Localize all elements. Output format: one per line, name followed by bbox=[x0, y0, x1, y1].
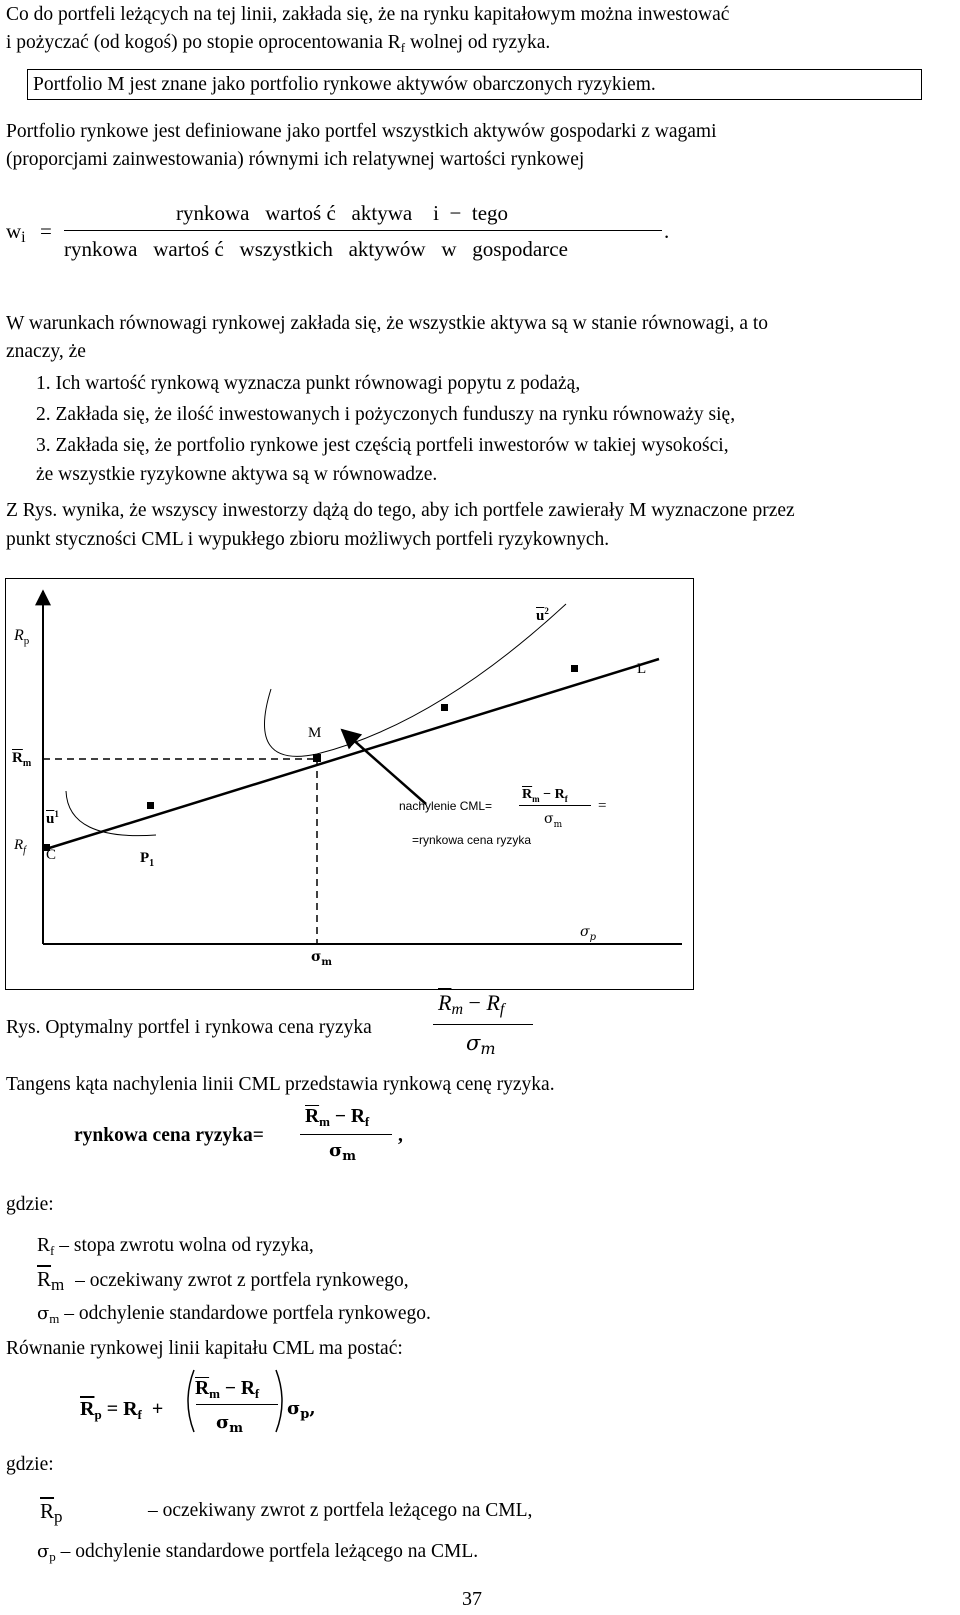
label-m: M bbox=[308, 725, 322, 741]
list-item: 3. Zakłada się, że portfolio rynkowe jest częścią portfeli inwestorów w takiej wysokości, bbox=[36, 435, 729, 456]
gdzie-label: gdzie: bbox=[6, 1194, 54, 1215]
weight-dot: . bbox=[664, 219, 670, 243]
cml-numerator bbox=[195, 1376, 259, 1407]
paragraph-line: Równanie rynkowej linii kapitału CML ma postać: bbox=[6, 1338, 403, 1359]
caption-denominator bbox=[466, 1030, 496, 1062]
weight-lhs bbox=[6, 218, 26, 251]
label-rf bbox=[14, 832, 26, 864]
paragraph-line: (proporcjami zainwestowania) równymi ich relatywnej wartości rynkowej bbox=[6, 149, 585, 170]
point-p1 bbox=[147, 802, 154, 809]
subscript: f bbox=[137, 1407, 142, 1422]
subscript: p bbox=[54, 1507, 63, 1526]
list-item: 1. Ich wartość rynkową wyznacza punkt równowagi popytu z podażą, bbox=[36, 373, 581, 394]
subscript: m bbox=[451, 1001, 464, 1018]
fraction-bar bbox=[196, 1404, 278, 1405]
paragraph-line: Tangens kąta nachylenia linii CML przedstawia rynkową cenę ryzyka. bbox=[6, 1074, 555, 1095]
subscript: p bbox=[23, 635, 30, 647]
slope-label-2: =rynkowa cena ryzyka bbox=[412, 833, 532, 847]
symbol: R bbox=[14, 837, 24, 853]
label-l: L bbox=[637, 661, 647, 677]
subscript: m bbox=[342, 1149, 357, 1164]
equals-sign: = bbox=[106, 1398, 119, 1420]
price-denominator bbox=[329, 1138, 356, 1170]
subscript: f bbox=[564, 794, 568, 804]
definition-rf bbox=[37, 1233, 314, 1264]
subscript: f bbox=[50, 1243, 55, 1258]
definition-text: – odchylenie standardowe portfela rynkowego. bbox=[59, 1303, 431, 1324]
symbol: P bbox=[140, 850, 150, 866]
symbol: σ bbox=[287, 1398, 301, 1419]
symbol: σ bbox=[580, 924, 590, 940]
superscript: 1 bbox=[54, 809, 59, 819]
subscript: m bbox=[51, 1275, 65, 1294]
minus-sign: − bbox=[334, 1106, 346, 1127]
label-p1 bbox=[140, 845, 154, 877]
cml-figure bbox=[5, 578, 694, 990]
cml-formula-lhs bbox=[80, 1396, 163, 1428]
page-number: 37 bbox=[462, 1588, 482, 1610]
label-u1 bbox=[46, 801, 59, 832]
paragraph-line: Z Rys. wynika, że wszyscy inwestorzy dążą do tego, aby ich portfele zawierały M wyznaczone przez bbox=[6, 500, 795, 521]
list-item: że wszystkie ryzykowne aktywa są w równowadze. bbox=[36, 464, 438, 485]
point-cml bbox=[441, 704, 448, 711]
symbol: R bbox=[14, 627, 24, 644]
symbol: $\overline{R}$ bbox=[80, 1398, 95, 1420]
x-axis-label bbox=[580, 919, 596, 951]
subscript: m bbox=[209, 1386, 220, 1401]
cml-sigma-p bbox=[287, 1396, 316, 1428]
subscript: p bbox=[94, 1407, 102, 1422]
symbol: R bbox=[486, 990, 500, 1015]
weight-denominator: rynkowa wartoś ć wszystkich aktywów w gospodarce bbox=[64, 237, 568, 261]
text-fragment: i pożyczać (od kogoś) po stopie oprocentowania R bbox=[6, 32, 401, 53]
cml-denominator bbox=[216, 1410, 243, 1442]
subscript: p bbox=[300, 1407, 310, 1422]
definition-text: – odchylenie standardowe portfela leżącego na CML. bbox=[55, 1541, 479, 1562]
label-c: C bbox=[46, 847, 57, 863]
subscript: m bbox=[229, 1421, 244, 1436]
symbol: $\overline{R}$ bbox=[37, 1267, 52, 1291]
symbol: R bbox=[350, 1106, 365, 1127]
symbol: $\overline{u}$ bbox=[46, 811, 55, 827]
paragraph-line bbox=[6, 30, 550, 61]
figure-caption: Rys. Optymalny portfel i rynkowa cena ryzyka bbox=[6, 1017, 372, 1038]
symbol: σ bbox=[466, 1031, 481, 1055]
weight-numerator: rynkowa wartoś ć aktywa i − tego bbox=[176, 201, 509, 225]
slope-label: nachylenie CML= bbox=[399, 799, 493, 813]
left-paren bbox=[188, 1370, 194, 1432]
plus-sign: + bbox=[151, 1398, 164, 1420]
paragraph-line: Co do portfeli leżących na tej linii, zakłada się, że na rynku kapitałowym można inwestować bbox=[6, 4, 730, 25]
symbol: $\overline{u}$ bbox=[536, 608, 545, 624]
fraction-bar bbox=[433, 1024, 533, 1025]
minus-sign: − bbox=[224, 1378, 236, 1399]
minus-sign: − bbox=[543, 787, 552, 802]
symbol: $\overline{R}$ bbox=[305, 1106, 320, 1127]
subscript: f bbox=[499, 1001, 505, 1018]
weight-equals: = bbox=[40, 219, 52, 243]
paragraph-line: punkt styczności CML i wypukłego zbioru możliwych portfeli ryzykownych. bbox=[6, 529, 610, 550]
fraction-bar bbox=[64, 230, 662, 231]
definition-rm bbox=[37, 1266, 409, 1298]
symbol: R bbox=[37, 1235, 51, 1256]
cml-line bbox=[46, 659, 659, 849]
subscript: m bbox=[22, 758, 32, 769]
slope-equals: = bbox=[598, 798, 607, 814]
symbol: σ bbox=[37, 1303, 50, 1324]
subscript: f bbox=[254, 1386, 260, 1401]
paragraph-line: Portfolio rynkowe jest definiowane jako portfel wszystkich aktywów gospodarki z wagami bbox=[6, 121, 717, 142]
minus-sign: − bbox=[468, 990, 481, 1015]
subscript: p bbox=[589, 932, 596, 943]
symbol: σ bbox=[544, 811, 554, 827]
caption-numerator bbox=[438, 990, 504, 1023]
subscript: f bbox=[23, 845, 26, 856]
symbol: R bbox=[240, 1378, 255, 1399]
text-fragment: wolnej od ryzyka. bbox=[405, 32, 551, 53]
symbol: σ bbox=[37, 1541, 50, 1562]
subscript: m bbox=[532, 794, 540, 804]
definition-text: – stopa zwrotu wolna od ryzyka, bbox=[54, 1235, 314, 1256]
fraction-bar bbox=[300, 1134, 392, 1135]
point-cml-upper bbox=[571, 665, 578, 672]
symbol: w bbox=[6, 219, 22, 243]
subscript: m bbox=[49, 1311, 60, 1326]
subscript: m bbox=[319, 1114, 330, 1129]
definition-sigma-m bbox=[37, 1301, 431, 1332]
subscript: m bbox=[553, 820, 563, 830]
paragraph-line: W warunkach równowagi rynkowej zakłada się, że wszystkie aktywa są w stanie równowagi, a to bbox=[6, 313, 769, 334]
price-comma: , bbox=[398, 1125, 403, 1146]
subscript: f bbox=[400, 40, 406, 55]
subscript: 1 bbox=[149, 858, 155, 869]
list-item: 2. Zakłada się, że ilość inwestowanych i pożyczonych funduszy na rynku równoważy się, bbox=[36, 404, 736, 425]
right-paren bbox=[276, 1370, 282, 1432]
symbol: R bbox=[554, 787, 565, 802]
subscript: p bbox=[49, 1549, 56, 1564]
subscript: m bbox=[321, 957, 332, 968]
superscript: 2 bbox=[544, 606, 549, 616]
sigma-m-label bbox=[311, 944, 332, 976]
label-rm bbox=[12, 745, 31, 777]
price-formula-label: rynkowa cena ryzyka= bbox=[74, 1125, 264, 1146]
symbol: $\overline{R}$ bbox=[195, 1378, 210, 1399]
definition-sigma-p bbox=[37, 1539, 478, 1570]
symbol: $\overline{R}$ bbox=[438, 990, 452, 1015]
symbol: σ bbox=[311, 949, 322, 965]
symbol: σ bbox=[329, 1140, 343, 1161]
symbol: σ bbox=[216, 1412, 230, 1433]
y-axis-label bbox=[14, 623, 29, 654]
subscript: i bbox=[21, 229, 26, 246]
symbol: $\overline{R}$ bbox=[40, 1499, 55, 1523]
definition-rp-text: – oczekiwany zwrot z portfela leżącego na CML, bbox=[148, 1500, 533, 1521]
boxed-statement: Portfolio M jest znane jako portfolio rynkowe aktywów obarczonych ryzykiem. bbox=[33, 74, 656, 95]
definition-text: – oczekiwany zwrot z portfela rynkowego, bbox=[75, 1270, 409, 1291]
label-u2 bbox=[536, 598, 549, 629]
subscript: f bbox=[364, 1114, 370, 1129]
subscript: m bbox=[480, 1039, 496, 1058]
slope-denominator bbox=[544, 806, 562, 838]
symbol: $\overline{R}$ bbox=[12, 750, 23, 766]
comma: , bbox=[309, 1398, 316, 1419]
price-numerator bbox=[305, 1104, 369, 1135]
gdzie-label: gdzie: bbox=[6, 1454, 54, 1475]
symbol: R bbox=[123, 1398, 138, 1420]
point-m bbox=[313, 754, 321, 762]
symbol: $\overline{R}$ bbox=[522, 787, 533, 802]
paragraph-line: znaczy, że bbox=[6, 341, 86, 362]
definition-rp-symbol bbox=[40, 1498, 63, 1530]
